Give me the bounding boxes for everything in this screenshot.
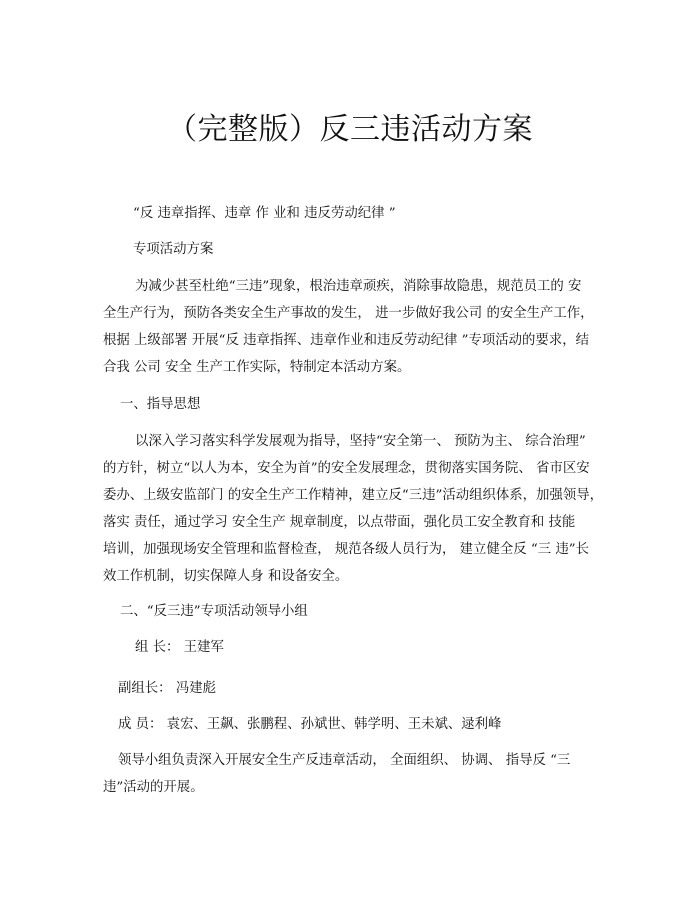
text-line: 根据 上级部署 开展“反 违章指挥、违章作业和违反劳动纪律 ”专项活动的要求，结 bbox=[103, 333, 589, 348]
section-heading: 二、“反三违”专项活动领导小组 bbox=[120, 604, 308, 619]
text-line: “反 违章指挥、违章 作 业和 违反劳动纪律 ” bbox=[133, 206, 396, 221]
text-line: 以深入学习落实科学发展观为指导，坚持“安全第一、 预防为主、 综合治理” bbox=[135, 434, 586, 449]
text-line: 违”活动的开展。 bbox=[103, 780, 204, 795]
paragraph-group-duty bbox=[103, 747, 603, 801]
text-line: 落实 责任，通过学习 安全生产 规章制度，以点带面，强化员工安全教育和 技能 bbox=[103, 515, 576, 530]
intro-quote bbox=[103, 200, 603, 227]
intro-subtitle bbox=[103, 236, 603, 263]
paragraph-guiding-ideology bbox=[103, 428, 603, 590]
text-line: 副组长： 冯建彪 bbox=[118, 681, 216, 696]
section-heading: 一、指导思想 bbox=[120, 397, 201, 412]
group-deputy-leader bbox=[103, 675, 603, 702]
document-title: （完整版）反三违活动方案 bbox=[167, 112, 533, 147]
paragraph-purpose bbox=[103, 273, 603, 381]
heading-guiding-ideology bbox=[103, 391, 603, 418]
group-leader bbox=[103, 634, 603, 661]
text-line: 成 员： 袁宏、王飙、张鹏程、孙斌世、韩学明、王未斌、逯利峰 bbox=[118, 717, 502, 732]
heading-leadership-group bbox=[103, 598, 603, 625]
text-line: 为减少甚至杜绝“三违”现象，根治违章顽疾，消除事故隐患，规范员工的 安 bbox=[135, 279, 582, 294]
text-line: 委办、上级安监部门 的安全生产工作精神，建立反“三违”活动组织体系，加强领导， bbox=[103, 488, 604, 503]
text-line: 培训，加强现场安全管理和监督检查， 规范各级人员行为， 建立健全反 “三 违”长 bbox=[103, 542, 589, 557]
text-line: 合我 公司 安全 生产工作实际，特制定本活动方案。 bbox=[103, 360, 411, 375]
text-line: 专项活动方案 bbox=[133, 242, 214, 257]
text-line: 的方针，树立“以人为本，安全为首”的安全发展理念，贯彻落实国务院、 省市区安 bbox=[103, 461, 590, 476]
text-line: 组 长： 王建军 bbox=[135, 640, 224, 655]
text-line: 领导小组负责深入开展安全生产反违章活动， 全面组织、 协调、 指导反 “三 bbox=[118, 753, 571, 768]
group-members bbox=[103, 711, 603, 738]
text-line: 效工作机制，切实保障人身 和设备安全。 bbox=[103, 569, 349, 584]
text-line: 全生产行为，预防各类安全生产事故的发生， 进一步做好我公司 的安全生产工作， bbox=[103, 306, 594, 321]
